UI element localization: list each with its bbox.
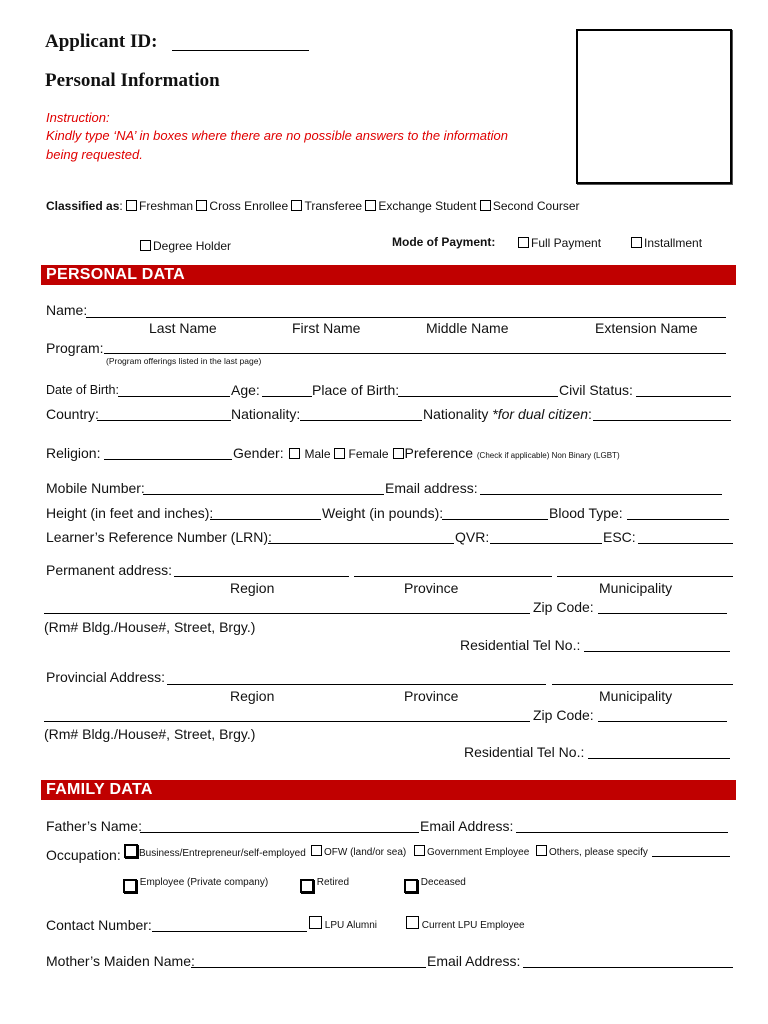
instruction-text-1: Kindly type ‘NA’ in boxes where there are no possible answers to the information [46,128,508,143]
middle-name-label: Middle Name [426,320,509,336]
others-label: Others, please specify [549,847,648,858]
father-name-field[interactable] [140,832,419,833]
permanent-province-field[interactable] [354,576,552,577]
others-checkbox[interactable] [536,845,547,856]
employee-row [123,873,268,894]
personal-data-header [41,265,736,285]
cross-enrollee-checkbox[interactable] [196,200,207,211]
lpu-employee-label: Current LPU Employee [421,920,525,931]
religion-field[interactable] [104,459,232,460]
payment-label: Mode of Payment: [392,235,496,249]
permanent-region-label: Region [230,580,275,596]
ofw-checkbox[interactable] [311,845,322,856]
pob-field[interactable] [398,396,558,397]
government-row [414,845,529,858]
business-checkbox[interactable] [124,844,138,858]
government-checkbox[interactable] [414,845,425,856]
retired-label: Retired [316,877,350,888]
occupation-row-1 [124,844,306,859]
occupation-label: Occupation: [46,847,121,863]
age-field[interactable] [262,396,312,397]
height-field[interactable] [210,519,321,520]
classified-label: Classified as [46,199,120,213]
permanent-region-field[interactable] [174,576,349,577]
retired-checkbox[interactable] [300,879,314,893]
email-field[interactable] [480,494,722,495]
deceased-label: Deceased [420,877,466,888]
program-note: (Program offerings listed in the last page) [106,356,262,366]
name-field[interactable] [86,317,726,318]
installment-row [631,236,702,250]
provincial-tel-field[interactable] [588,758,730,759]
permanent-street-field[interactable] [44,613,530,614]
employee-label: Employee (Private company) [139,877,269,888]
retired-row [300,873,349,894]
weight-field[interactable] [442,519,548,520]
permanent-tel-field[interactable] [584,651,730,652]
blood-type-field[interactable] [627,519,729,520]
pob-label: Place of Birth: [312,382,400,398]
second-courser-label: Second Courser [492,199,580,213]
provincial-street-field[interactable] [44,721,530,722]
exchange-student-label: Exchange Student [378,199,477,213]
employee-checkbox[interactable] [123,879,137,893]
dual-nationality-label: Nationality *for dual citizen: [423,406,592,422]
father-email-field[interactable] [516,832,728,833]
cross-enrollee-label: Cross Enrollee [209,199,289,213]
exchange-student-checkbox[interactable] [365,200,376,211]
mother-name-field[interactable] [191,967,426,968]
mother-email-label: Email Address: [427,953,521,969]
female-checkbox[interactable] [334,448,345,459]
esc-label: ESC: [603,529,636,545]
height-label: Height (in feet and inches): [46,505,214,521]
business-label: Business/Entrepreneur/self-employed [139,848,306,859]
religion-label: Religion: [46,445,101,461]
deceased-checkbox[interactable] [404,879,418,893]
provincial-tel-label: Residential Tel No.: [464,744,585,760]
permanent-zip-field[interactable] [598,613,727,614]
instruction-label: Instruction: [46,110,110,125]
page-title: Personal Information [45,70,220,91]
dob-label: Date of Birth: [46,383,119,397]
mobile-label: Mobile Number: [46,480,145,496]
family-data-header [41,780,736,800]
ofw-label: OFW (land/or sea) [324,847,407,858]
qvr-field[interactable] [490,543,602,544]
transferee-label: Transferee [304,199,363,213]
country-field[interactable] [97,420,231,421]
permanent-zip-label: Zip Code: [533,599,594,615]
degree-holder-checkbox[interactable] [140,240,151,251]
gender-label: Gender: [233,445,284,461]
degree-holder-row [140,239,231,253]
contact-number-label: Contact Number: [46,917,152,933]
program-label: Program: [46,340,104,356]
permanent-street-label: (Rm# Bldg./House#, Street, Brgy.) [44,619,256,635]
preference-checkbox[interactable] [393,448,404,459]
father-email-label: Email Address: [420,818,514,834]
nationality-field[interactable] [300,420,422,421]
full-payment-checkbox[interactable] [518,237,529,248]
government-label: Government Employee [427,847,530,858]
program-field[interactable] [104,353,726,354]
family-data-title: FAMILY DATA [46,781,153,798]
provincial-municipality-field[interactable] [552,684,733,685]
permanent-address-label: Permanent address: [46,562,173,578]
provincial-region-field[interactable] [167,684,546,685]
weight-label: Weight (in pounds): [322,505,444,521]
provincial-region-label: Region [230,688,275,704]
provincial-street-label: (Rm# Bldg./House#, Street, Brgy.) [44,726,256,742]
permanent-province-label: Province [404,580,459,596]
lrn-label: Learner’s Reference Number (LRN): [46,529,272,545]
lpu-employee-checkbox[interactable] [406,916,419,929]
provincial-province-label: Province [404,688,459,704]
applicant-id-label: Applicant ID: [45,31,158,52]
deceased-row [404,873,466,894]
installment-checkbox[interactable] [631,237,642,248]
transferee-checkbox[interactable] [291,200,302,211]
freshman-checkbox[interactable] [126,200,137,211]
country-label: Country: [46,406,99,422]
ofw-row [311,845,406,858]
instruction-text-2: being requested. [46,147,143,162]
gender-note: (Check if applicable) Non Binary (LGBT) [476,451,620,460]
provincial-address-label: Provincial Address: [46,669,166,685]
permanent-tel-label: Residential Tel No.: [460,637,581,653]
esc-field[interactable] [638,543,733,544]
others-row [536,845,648,858]
dob-field[interactable] [118,396,230,397]
alumni-row [309,916,377,931]
mother-name-label: Mother’s Maiden Name: [46,953,195,969]
alumni-checkbox[interactable] [309,916,322,929]
provincial-zip-label: Zip Code: [533,707,594,723]
second-courser-checkbox[interactable] [480,200,491,211]
photo-box[interactable] [576,29,732,184]
male-checkbox[interactable] [289,448,300,459]
mobile-field[interactable] [143,494,384,495]
provincial-municipality-label: Municipality [599,688,673,704]
applicant-id-field[interactable] [172,50,309,51]
lpu-employee-row [406,916,525,931]
last-name-label: Last Name [149,320,217,336]
degree-holder-label: Degree Holder [153,239,232,253]
name-label: Name: [46,302,88,318]
father-name-label: Father’s Name: [46,818,142,834]
extension-name-label: Extension Name [595,320,698,336]
female-label: Female [348,447,389,461]
male-label: Male [304,447,331,461]
alumni-label: LPU Alumni [324,920,378,931]
first-name-label: First Name [292,320,361,336]
permanent-municipality-label: Municipality [599,580,673,596]
installment-label: Installment [644,236,703,250]
preference-label: Preference [404,445,473,461]
email-label: Email address: [385,480,478,496]
civil-status-label: Civil Status: [559,382,633,398]
qvr-label: QVR: [455,529,490,545]
personal-data-title: PERSONAL DATA [46,266,186,283]
gender-row [233,445,620,461]
age-label: Age: [231,382,260,398]
contact-number-field[interactable] [152,931,307,932]
blood-type-label: Blood Type: [549,505,623,521]
permanent-municipality-field[interactable] [557,576,733,577]
lrn-field[interactable] [268,543,454,544]
full-payment-label: Full Payment [531,236,602,250]
classified-row: Classified as: Freshman Cross Enrollee Transferee Exchange Student Second Courser [46,199,580,213]
mother-email-field[interactable] [523,967,733,968]
others-specify-field[interactable] [652,856,730,857]
nationality-label: Nationality: [231,406,301,422]
dual-nationality-field[interactable] [593,420,731,421]
full-payment-row [518,236,601,250]
freshman-label: Freshman [139,199,194,213]
civil-status-field[interactable] [636,396,731,397]
provincial-zip-field[interactable] [598,721,727,722]
